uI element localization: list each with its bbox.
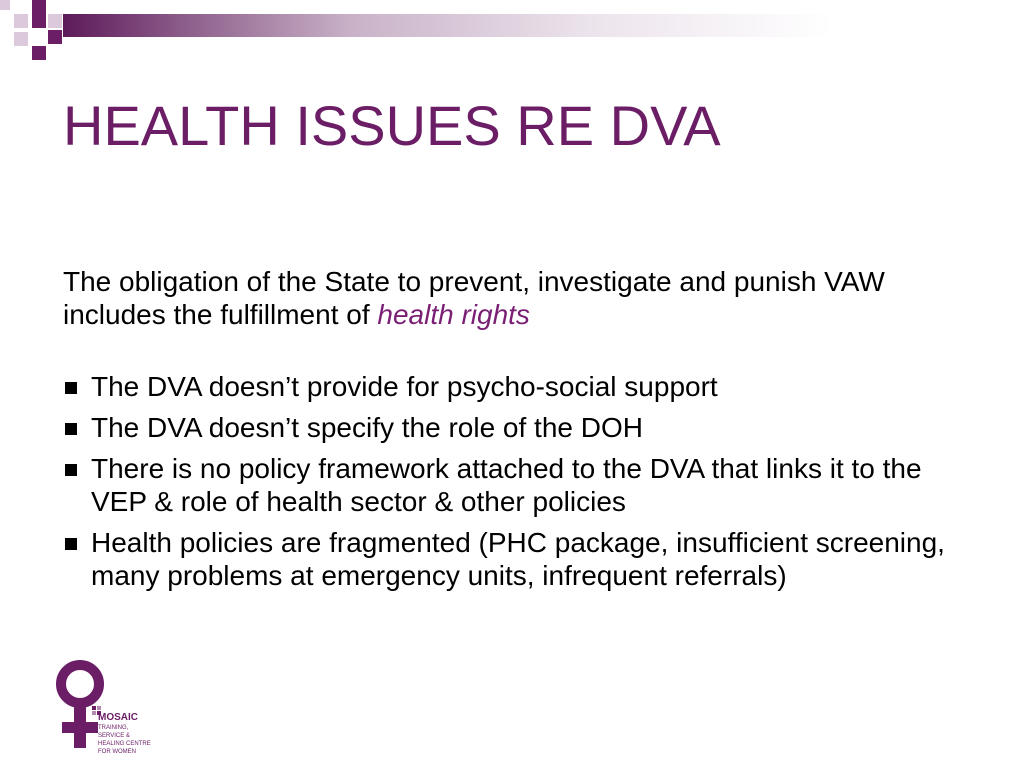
decor-square (14, 14, 28, 28)
bullet-item (63, 370, 983, 403)
decor-square (48, 30, 62, 44)
decor-square (32, 0, 46, 14)
square-bullet-icon (65, 538, 77, 550)
bullet-item (63, 526, 983, 592)
decor-square (0, 0, 10, 10)
bullet-text: The DVA doesn’t provide for psycho-social support (91, 371, 718, 402)
logo-text (98, 712, 154, 756)
header-gradient-bar (63, 14, 1024, 37)
square-bullet-icon (65, 464, 77, 476)
slide-title: HEALTH ISSUES RE DVA (63, 94, 721, 157)
logo-brand: MOSAIC (98, 712, 138, 723)
decor-square (14, 32, 28, 46)
decor-square (32, 14, 46, 28)
bullet-item (63, 452, 983, 518)
intro-paragraph (63, 265, 963, 331)
bullet-item (63, 411, 983, 444)
bullet-text: There is no policy framework attached to the DVA that links it to the VEP & role of health sector & other policies (91, 453, 922, 517)
logo-tagline: TRAINING, SERVICE & HEALING CENTRE FOR WOMEN (98, 725, 151, 755)
bullet-list (63, 370, 983, 600)
square-bullet-icon (65, 382, 77, 394)
decor-square (48, 14, 62, 28)
intro-emphasis: health rights (377, 299, 530, 330)
bullet-text: The DVA doesn’t specify the role of the DOH (91, 412, 643, 443)
bullet-text: Health policies are fragmented (PHC package, insufficient screening, many problems at emergency units, infrequent referrals) (91, 527, 945, 591)
square-bullet-icon (65, 423, 77, 435)
intro-text: The obligation of the State to prevent, investigate and punish VAW includes the fulfillment of (63, 266, 885, 330)
decor-square (32, 46, 46, 60)
